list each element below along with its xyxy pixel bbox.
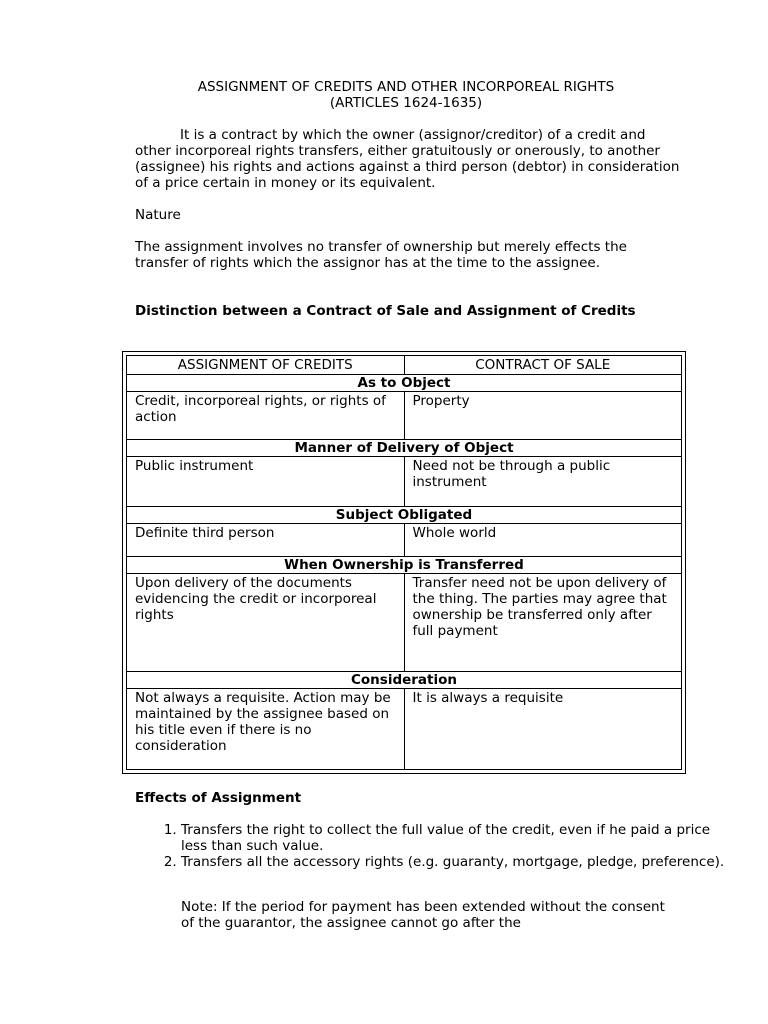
- distinction-heading: Distinction between a Contract of Sale and Assignment of Credits: [135, 303, 636, 319]
- table-cell: Transfer need not be upon delivery of the thing. The parties may agree that ownership be transferred only after full payment: [404, 574, 682, 672]
- nature-paragraph: The assignment involves no transfer of ownership but merely effects the transfer of rights which the assignor has at the time to the assignee.: [135, 239, 627, 271]
- list-item: 2. Transfers all the accessory rights (e.g. guaranty, mortgage, pledge, preference).: [181, 854, 726, 870]
- table-cell: Property: [404, 392, 682, 440]
- table-cell: Upon delivery of the documents evidencing the credit or incorporeal rights: [127, 574, 405, 672]
- table-header-row: [127, 356, 682, 375]
- effects-heading: Effects of Assignment: [135, 790, 302, 806]
- effects-list: [135, 822, 726, 870]
- header-assignment: ASSIGNMENT OF CREDITS: [127, 356, 405, 375]
- table-cell: Whole world: [404, 524, 682, 557]
- document-title: [100, 79, 712, 111]
- header-sale: CONTRACT OF SALE: [404, 356, 682, 375]
- intro-paragraph: It is a contract by which the owner (assignor/creditor) of a credit and other incorporeal rights transfers, either gratuitously or onerously, to another (assignee) his rights and actions against a third person (debtor) in consideration of a price certain in money or its equivalent.: [135, 127, 680, 191]
- table-cell: Public instrument: [127, 457, 405, 507]
- section-title: Consideration: [127, 672, 682, 689]
- section-title: Subject Obligated: [127, 507, 682, 524]
- section-title: As to Object: [127, 375, 682, 392]
- section-title: When Ownership is Transferred: [127, 557, 682, 574]
- table-cell: Not always a requisite. Action may be maintained by the assignee based on his title even if there is no consideration: [127, 689, 405, 770]
- title-line-1: ASSIGNMENT OF CREDITS AND OTHER INCORPOREAL RIGHTS: [197, 79, 615, 95]
- table-cell: Need not be through a public instrument: [404, 457, 682, 507]
- section-title: Manner of Delivery of Object: [127, 440, 682, 457]
- table-cell: Definite third person: [127, 524, 405, 557]
- nature-heading: Nature: [135, 207, 181, 223]
- title-line-2: (ARTICLES 1624-1635): [329, 95, 483, 111]
- list-item: 1. Transfers the right to collect the full value of the credit, even if he paid a price less than such value.: [181, 822, 726, 854]
- comparison-table: [122, 351, 686, 774]
- table-cell: It is always a requisite: [404, 689, 682, 770]
- table-cell: Credit, incorporeal rights, or rights of action: [127, 392, 405, 440]
- note-paragraph: Note: If the period for payment has been extended without the consent of the guarantor, the assignee cannot go after the: [181, 899, 665, 931]
